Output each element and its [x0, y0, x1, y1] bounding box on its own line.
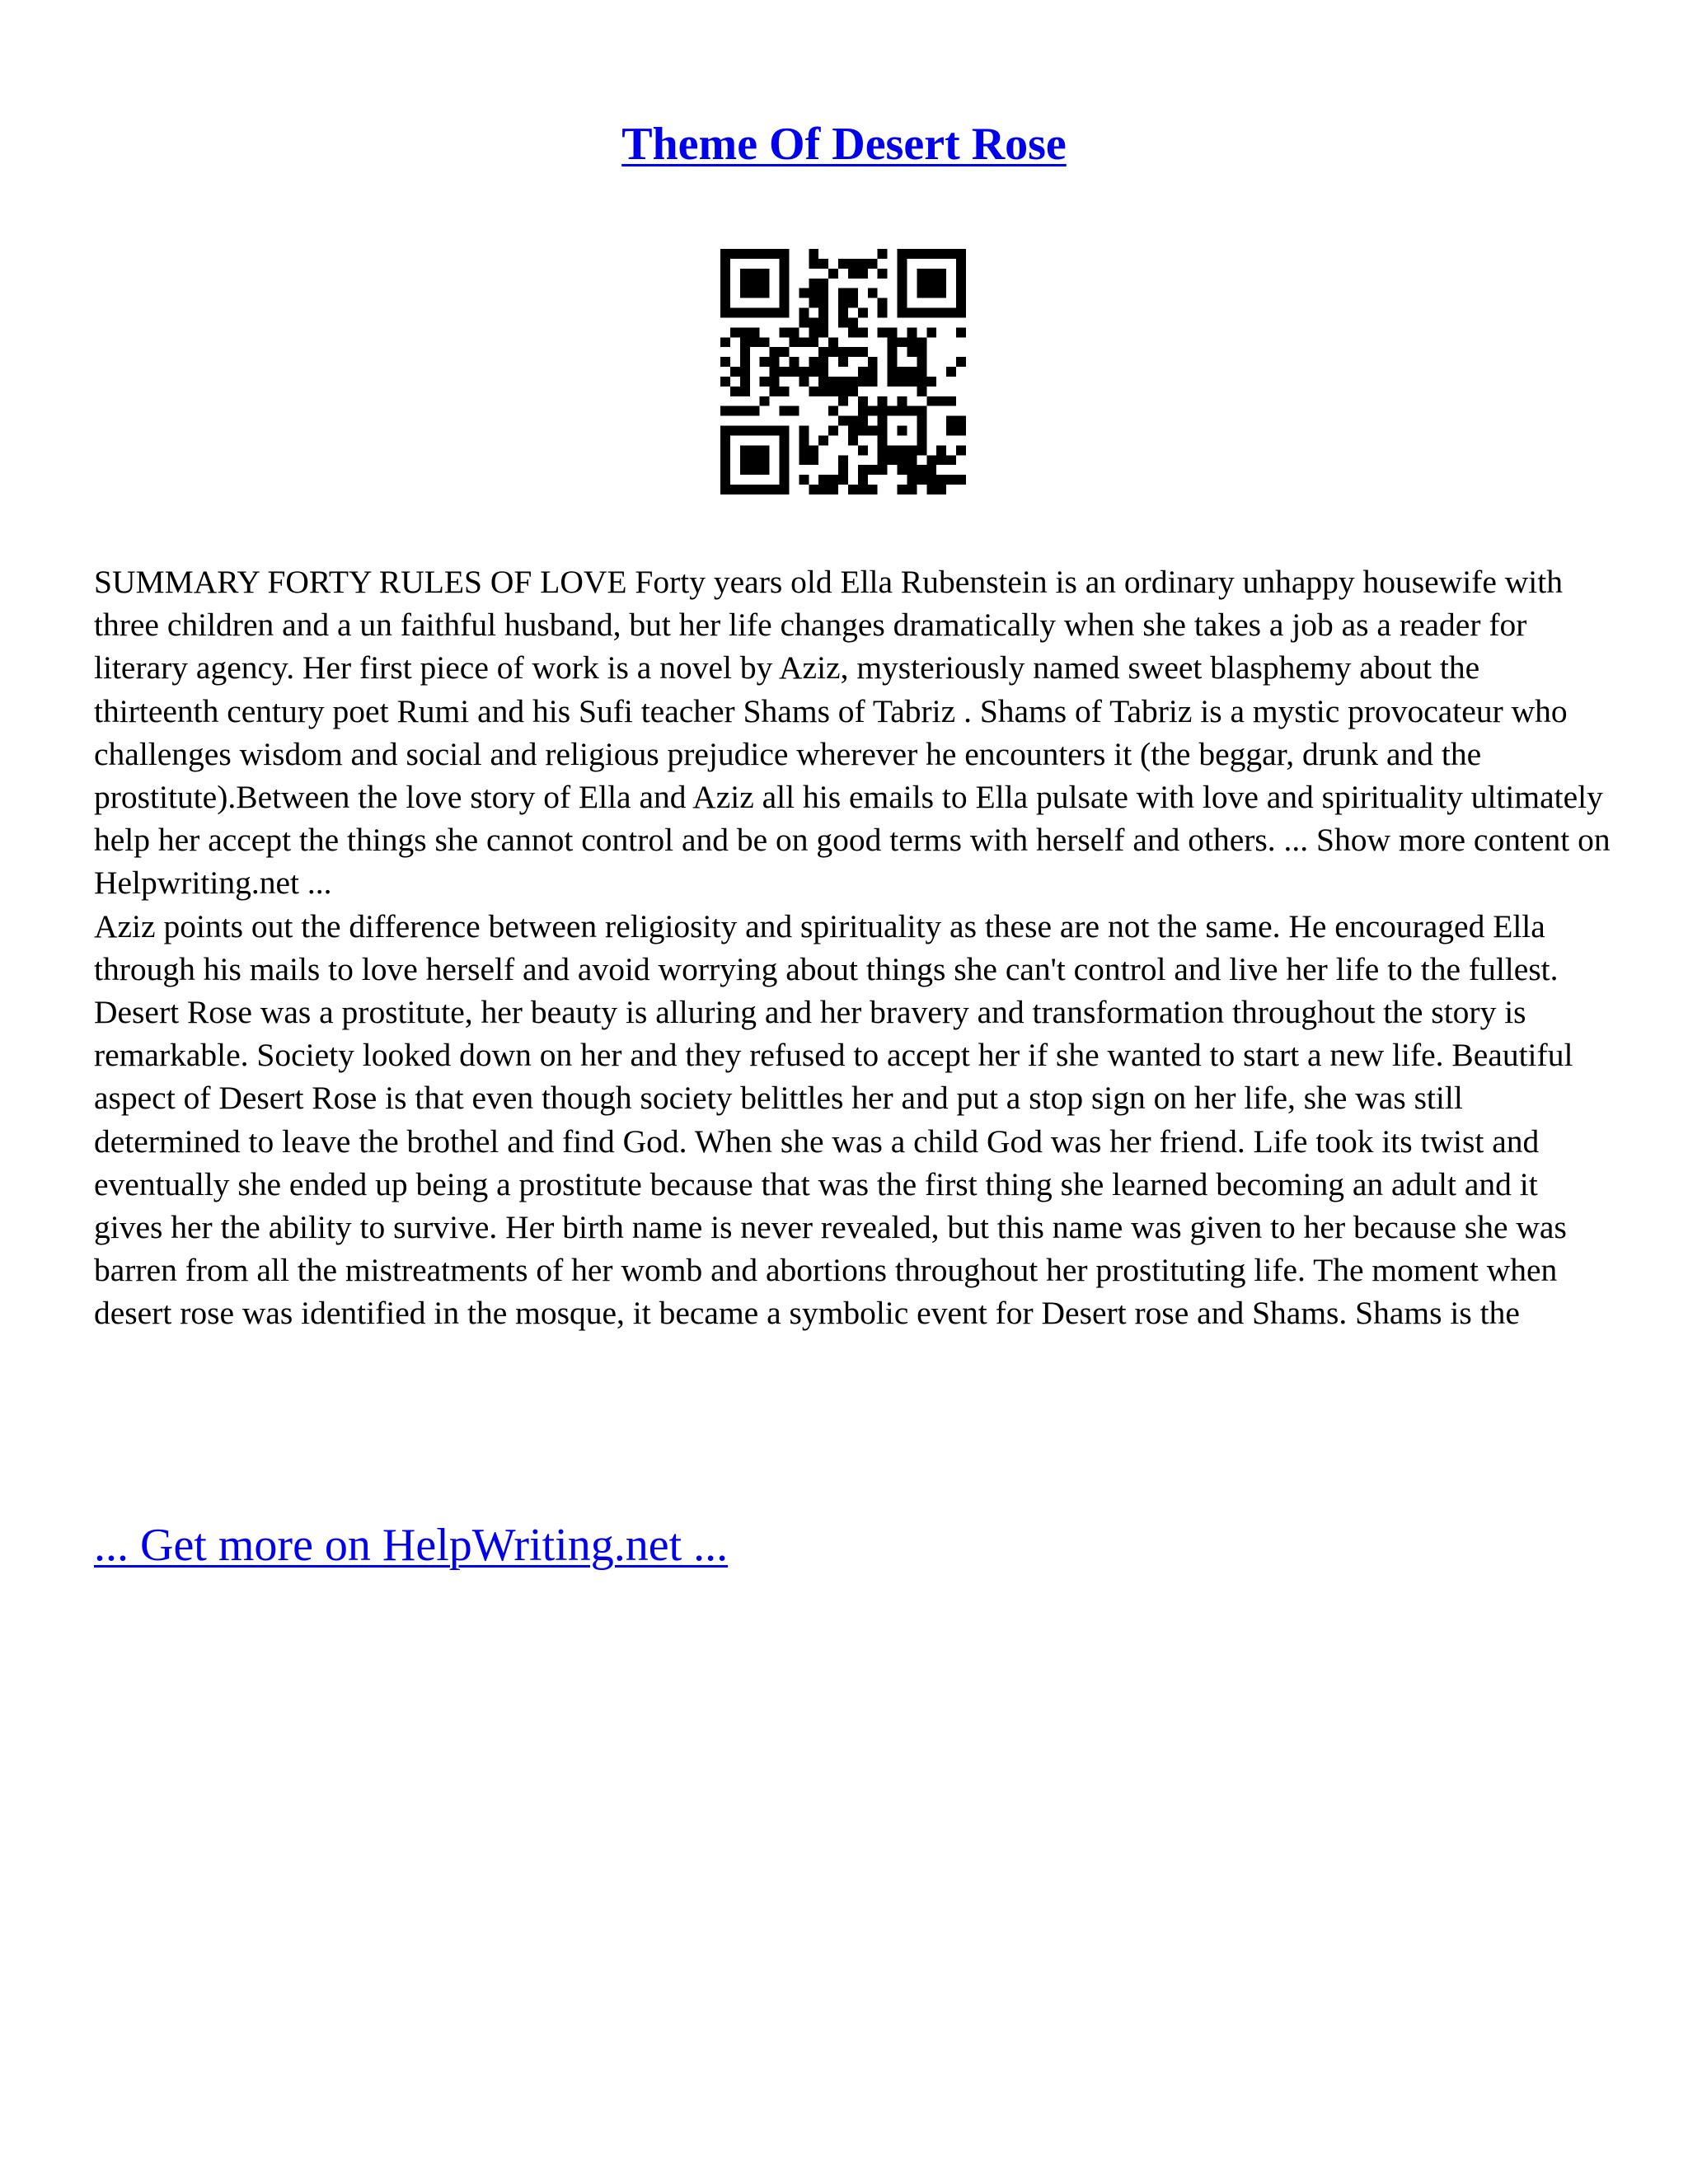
document-body [94, 560, 1611, 1335]
title-link[interactable]: Theme Of Desert Rose [621, 119, 1067, 170]
document-title [0, 115, 1688, 173]
paragraph-summary: SUMMARY FORTY RULES OF LOVE Forty years old Ella Rubenstein is an ordinary unhappy housewife with three children and a un faithful husband, but her life changes dramatically when she takes a job as a reader for literary agency. Her first piece of work is a novel by Aziz, mysteriously named sweet blasphemy about the thirteenth century poet Rumi and his Sufi teacher Shams of Tabriz . Shams of Tabriz is a mystic provocateur who challenges wisdom and social and religious prejudice wherever he encounters it (the beggar, drunk and the prostitute).Between the love story of Ella and Aziz all his emails to Ella pulsate with love and spirituality ultimately help her accept the things she cannot control and be on good terms with herself and others. ... Show more content on Helpwriting.net ... [94, 564, 1611, 902]
get-more-link[interactable]: ... Get more on HelpWriting.net ... [94, 1520, 729, 1571]
get-more-link-wrap [94, 1516, 728, 1574]
paragraph-analysis: Aziz points out the difference between religiosity and spirituality as these are not the same. He encouraged Ella through his mails to love herself and avoid worrying about things she can't control and live her life to the fullest. Desert Rose was a prostitute, her beauty is alluring and her bravery and transformation throughout the story is remarkable. Society looked down on her and they refused to accept her if she wanted to start a new life. Beautiful aspect of Desert Rose is that even though society belittles her and put a stop sign on her life, she was still determined to leave the brothel and find God. When she was a child God was her friend. Life took its twist and eventually she ended up being a prostitute because that was the first thing she learned becoming an adult and it gives her the ability to survive. Her birth name is never revealed, but this name was given to her because she was barren from all the mistreatments of her womb and abortions throughout her prostituting life. The moment when desert rose was identified in the mosque, it became a symbolic event for Desert rose and Shams. Shams is the [94, 907, 1573, 1332]
qr-code-icon [720, 249, 966, 494]
